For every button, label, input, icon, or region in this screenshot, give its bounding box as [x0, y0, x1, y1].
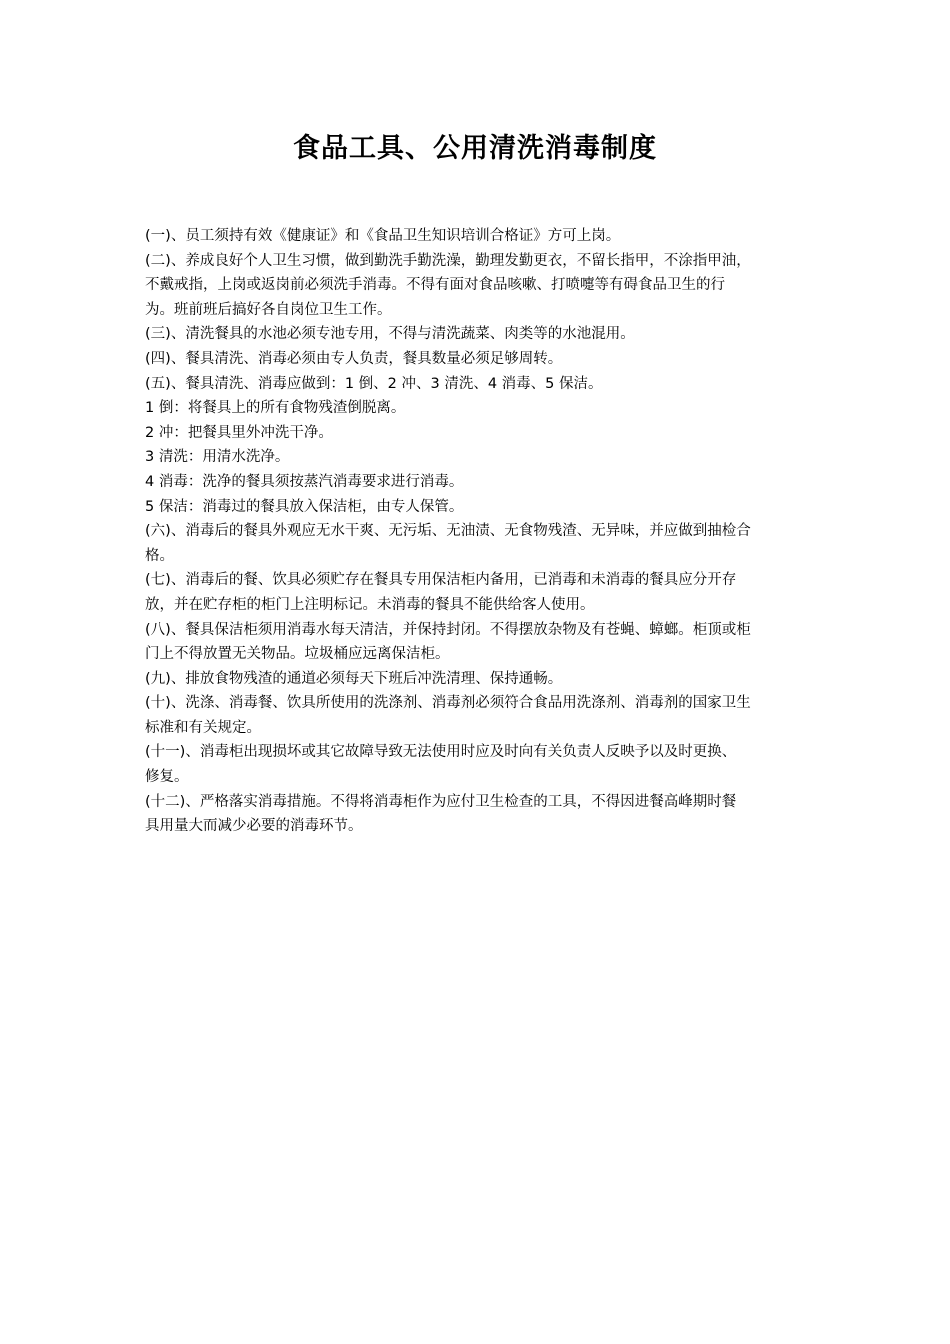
document-title: 食品工具、公用清洗消毒制度 [293, 133, 657, 164]
body-line: 修复。 [145, 769, 189, 786]
body-line: 5 保洁：消毒过的餐具放入保洁柜，由专人保管。 [145, 498, 464, 515]
document-body [145, 224, 815, 839]
body-line: (八)、餐具保洁柜须用消毒水每天清洁，并保持封闭。不得摆放杂物及有苍蝇、蟑螂。柜顶或柜 [145, 621, 751, 638]
body-line: (六)、消毒后的餐具外观应无水干爽、无污垢、无油渍、无食物残渣、无异味，并应做到抽检合 [145, 523, 751, 540]
body-line: 不戴戒指，上岗或返岗前必须洗手消毒。不得有面对食品咳嗽、打喷嚏等有碍食品卫生的行 [145, 277, 725, 294]
body-line: (十二)、严格落实消毒措施。不得将消毒柜作为应付卫生检查的工具，不得因进餐高峰期时餐 [145, 793, 737, 810]
body-line: (二)、养成良好个人卫生习惯，做到勤洗手勤洗澡，勤理发勤更衣，不留长指甲，不涂指甲油， [145, 252, 751, 269]
body-line: (一)、员工须持有效《健康证》和《食品卫生知识培训合格证》方可上岗。 [145, 228, 621, 244]
body-line: 3 清洗：用清水洗净。 [145, 449, 290, 466]
body-line: 放，并在贮存柜的柜门上注明标记。未消毒的餐具不能供给客人使用。 [145, 596, 595, 613]
body-line: (十一)、消毒柜出现损坏或其它故障导致无法使用时应及时向有关负责人反映予以及时更换、 [145, 744, 737, 761]
body-line: 为。班前班后搞好各自岗位卫生工作。 [145, 301, 392, 318]
body-line: (三)、清洗餐具的水池必须专池专用，不得与清洗蔬菜、肉类等的水池混用。 [145, 326, 635, 343]
body-line: (九)、排放食物残渣的通道必须每天下班后冲洗清理、保持通畅。 [145, 670, 563, 687]
body-line: (五)、餐具清洗、消毒应做到：1 倒、2 冲、3 清洗、4 消毒、5 保洁。 [145, 375, 603, 392]
body-line: (四)、餐具清洗、消毒必须由专人负责，餐具数量必须足够周转。 [145, 350, 563, 367]
body-line: 门上不得放置无关物品。垃圾桶应远离保洁柜。 [145, 646, 450, 663]
body-line: 1 倒：将餐具上的所有食物残渣倒脱离。 [145, 400, 406, 417]
body-line: 具用量大而减少必要的消毒环节。 [145, 818, 363, 835]
body-line: 4 消毒：洗净的餐具须按蒸汽消毒要求进行消毒。 [145, 473, 464, 490]
body-line: (七)、消毒后的餐、饮具必须贮存在餐具专用保洁柜内备用，已消毒和未消毒的餐具应分开存 [145, 572, 737, 589]
body-line: 格。 [145, 547, 174, 564]
body-line: (十)、洗涤、消毒餐、饮具所使用的洗涤剂、消毒剂必须符合食品用洗涤剂、消毒剂的国家卫生 [145, 695, 751, 712]
body-line: 2 冲：把餐具里外冲洗干净。 [145, 424, 333, 441]
body-line: 标准和有关规定。 [145, 719, 261, 736]
